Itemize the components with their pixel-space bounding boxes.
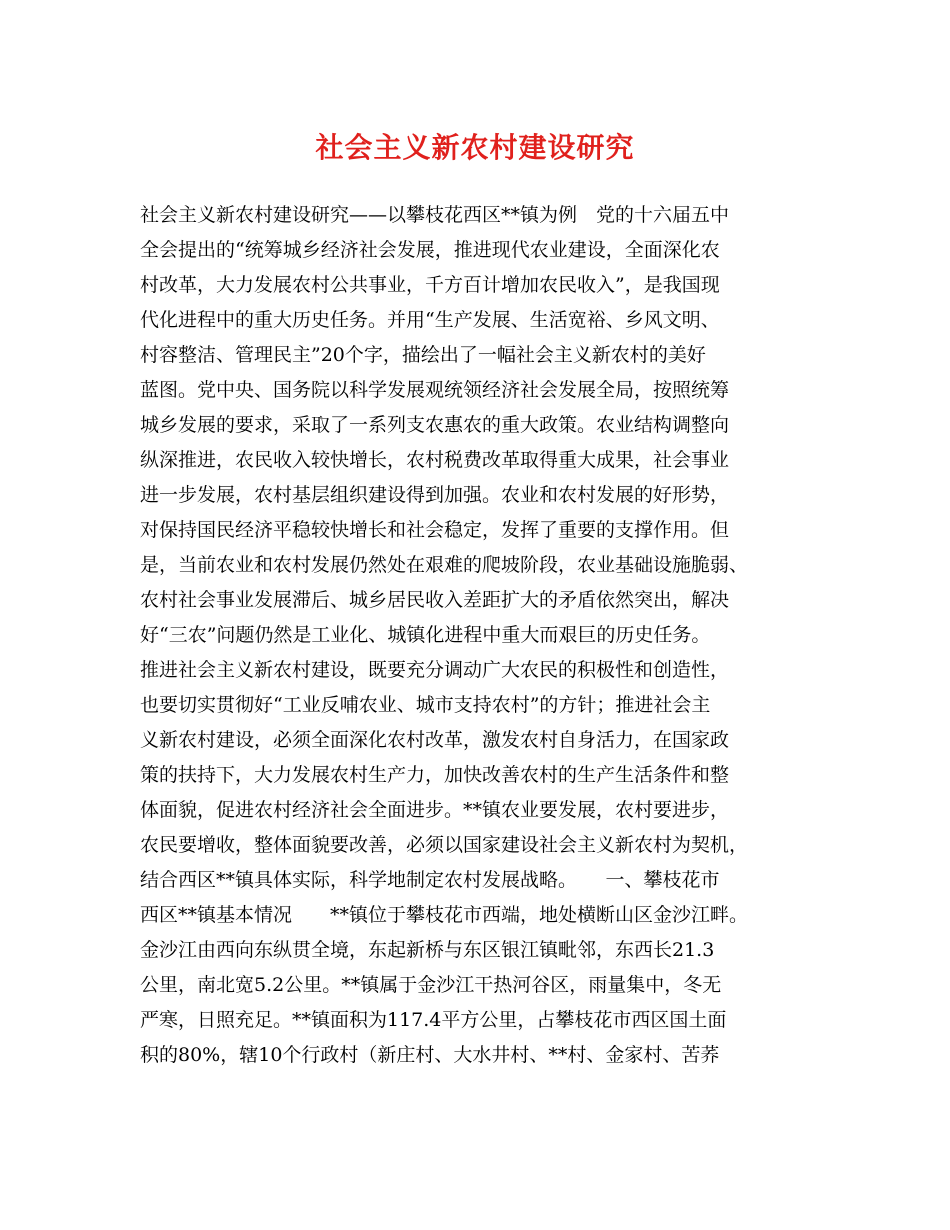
body-line: 体面貌，促进农村经济社会全面进步。**镇农业要发展，农村要进步， (140, 799, 730, 821)
body-line: 村容整洁、管理民主”20个字，描绘出了一幅社会主义新农村的美好 (140, 344, 706, 366)
body-line: 对保持国民经济平稳较快增长和社会稳定，发挥了重要的支撑作用。但 (140, 519, 730, 541)
body-line: 代化进程中的重大历史任务。并用“生产发展、生活宽裕、乡风文明、 (140, 309, 720, 331)
body-line: 进一步发展，农村基层组织建设得到加强。农业和农村发展的好形势， (140, 484, 730, 506)
body-line: 义新农村建设，必须全面深化农村改革，激发农村自身活力，在国家政 (140, 729, 730, 751)
body-line: 是，当前农业和农村发展仍然处在艰难的爬坡阶段，农业基础设施脆弱、 (140, 554, 749, 576)
body-line: 纵深推进，农民收入较快增长，农村税费改革取得重大成果，社会事业 (140, 449, 730, 471)
body-line: 也要切实贯彻好“工业反哺农业、城市支持农村”的方针；推进社会主 (140, 694, 711, 716)
body-line: 公里，南北宽5.2公里。**镇属于金沙江干热河谷区，雨量集中，冬无 (140, 974, 722, 996)
body-line: 农村社会事业发展滞后、城乡居民收入差距扩大的矛盾依然突出，解决 (140, 589, 730, 611)
body-line: 蓝图。党中央、国务院以科学发展观统领经济社会发展全局，按照统筹 (140, 379, 730, 401)
body-line: 城乡发展的要求，采取了一系列支农惠农的重大政策。农业结构调整向 (140, 414, 730, 436)
document-title: 社会主义新农村建设研究 (315, 131, 635, 164)
body-line: 严寒，日照充足。**镇面积为117.4平方公里，占攀枝花市西区国土面 (140, 1009, 727, 1031)
body-line: 结合西区**镇具体实际，科学地制定农村发展战略。 一、攀枝花市 (140, 869, 720, 891)
body-line: 全会提出的“统筹城乡经济社会发展，推进现代农业建设，全面深化农 (140, 239, 720, 261)
body-line: 村改革，大力发展农村公共事业，千方百计增加农民收入”，是我国现 (140, 274, 720, 296)
body-line: 推进社会主义新农村建设，既要充分调动广大农民的积极性和创造性， (140, 659, 730, 681)
body-line: 好“三农”问题仍然是工业化、城镇化进程中重大而艰巨的历史任务。 (140, 624, 711, 646)
body-line: 农民要增收，整体面貌要改善，必须以国家建设社会主义新农村为契机， (140, 834, 749, 856)
body-line: 积的80%，辖10个行政村（新庄村、大水井村、**村、金家村、苦荞 (140, 1044, 720, 1066)
body-line: 西区**镇基本情况 **镇位于攀枝花市西端，地处横断山区金沙江畔。 (140, 904, 749, 926)
body-line: 策的扶持下，大力发展农村生产力，加快改善农村的生产生活条件和整 (140, 764, 730, 786)
body-line: 金沙江由西向东纵贯全境，东起新桥与东区银江镇毗邻，东西长21.3 (140, 939, 715, 961)
document-body (140, 198, 830, 1073)
body-line: 社会主义新农村建设研究——以攀枝花西区**镇为例 党的十六届五中 (140, 204, 730, 226)
